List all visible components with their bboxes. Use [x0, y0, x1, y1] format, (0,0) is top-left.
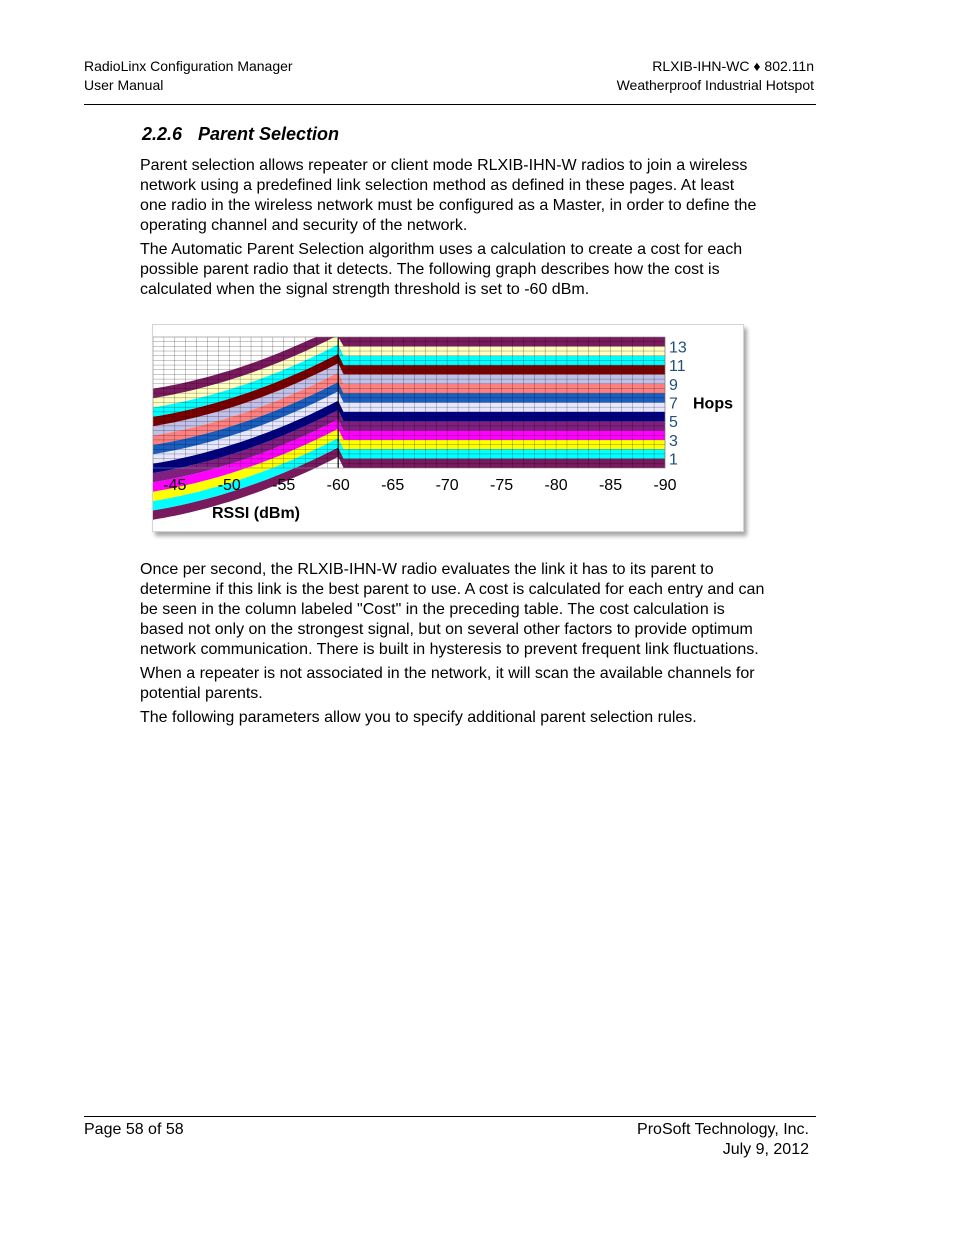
- y-tick-label: 1: [669, 451, 678, 469]
- x-tick-label: -55: [272, 477, 296, 494]
- page-content: [140, 122, 765, 732]
- product-name: Weatherproof Industrial Hotspot: [616, 77, 814, 93]
- y-tick-label: 11: [669, 358, 686, 376]
- paragraph-algorithm: The Automatic Parent Selection algorithm uses a calculation to create a cost for each possible parent radio that it detects. The following graph describes how the cost is calculated when the signal strength threshold is set to -60 dBm.: [140, 241, 743, 298]
- x-tick-label: -45: [163, 477, 187, 494]
- y-tick-label: 13: [669, 339, 687, 357]
- doc-subtitle: User Manual: [84, 77, 164, 93]
- product-code: RLXIB-IHN-WC ♦ 802.11n: [652, 58, 814, 74]
- x-tick-label: -60: [326, 477, 350, 494]
- x-tick-label: -90: [653, 477, 677, 494]
- x-tick-label: -70: [435, 477, 459, 494]
- footer-right: [637, 1120, 809, 1160]
- section-title: Parent Selection: [198, 124, 340, 144]
- x-tick-label: -85: [598, 477, 623, 494]
- section-heading: [142, 122, 765, 146]
- cost-chart-svg: [153, 325, 743, 531]
- y-tick-label: 9: [669, 376, 678, 394]
- footer-rule: [84, 1116, 816, 1117]
- cost-chart: [152, 324, 744, 532]
- x-tick-label: -75: [490, 477, 514, 494]
- x-tick-label: -50: [217, 477, 241, 494]
- x-tick-label: -65: [381, 477, 405, 494]
- company-name: ProSoft Technology, Inc.: [637, 1121, 809, 1138]
- paragraph-evaluation: Once per second, the RLXIB-IHN-W radio evaluates the link it has to its parent to determine if this link is the best parent to use. A cost is calculated for each entry and can be seen in the column labeled "Cost" in the preceding table. The cost calculation is based not only on the strongest signal, but on several other factors to provide optimum network communication. There is built in hysteresis to prevent frequent link fluctuations.: [140, 561, 765, 658]
- section-number: 2.2.6: [142, 124, 183, 144]
- paragraph-scan: When a repeater is not associated in the network, it will scan the available channels for potential parents.: [140, 665, 755, 702]
- x-tick-label: -80: [544, 477, 568, 494]
- doc-title: RadioLinx Configuration Manager: [84, 58, 293, 74]
- header-right: [617, 57, 814, 95]
- header-rule: [84, 104, 816, 105]
- paragraph-parameters: The following parameters allow you to specify additional parent selection rules.: [140, 709, 697, 726]
- y-axis-label: Hops: [693, 395, 733, 413]
- header-left: [84, 57, 293, 95]
- y-tick-label: 7: [669, 395, 678, 413]
- y-tick-label: 5: [669, 414, 678, 432]
- paragraph-intro: Parent selection allows repeater or client mode RLXIB-IHN-W radios to join a wireless network using a predefined link selection method as defined in these pages. At least one radio in the wireless network must be configured as a Master, in order to define the operating channel and security of the network.: [140, 157, 757, 234]
- y-tick-label: 3: [669, 432, 678, 450]
- page-number: Page 58 of 58: [84, 1121, 184, 1138]
- publish-date: July 9, 2012: [722, 1141, 809, 1158]
- x-axis-label: RSSI (dBm): [212, 505, 300, 522]
